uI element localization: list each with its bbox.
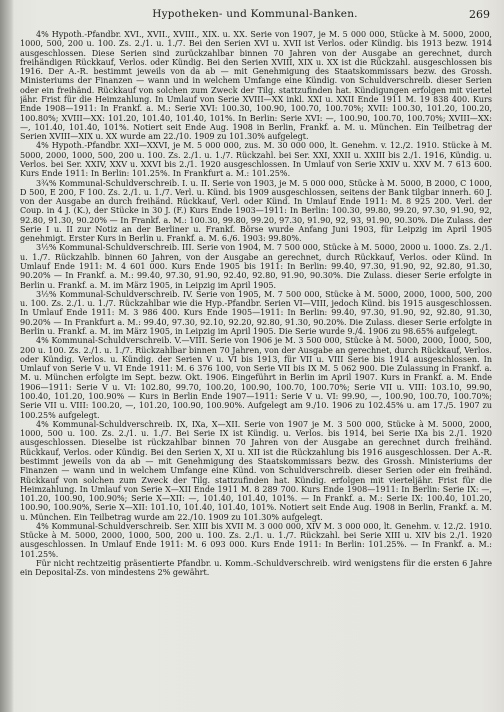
paragraph-kommunal-schuldverschreib-ix-xii: 4% Kommunal-Schuldverschreib. IX, IXa, X—XII. Serie von 1907 je M. 3 500 000, Stücke à M. 5000, 2000, 1000, 500 u. 100. Zs. 2./1. u. 1./7. Bei Serie IX ist Kündig. u. Verlos. bis 1914, bei Serie IXa bis 2./1. 1920 ausgeschlossen. Dieselbe ist rückzahlbar binnen 70 Jahren von der Ausgabe an gerechnet durch freihänd. Rückkauf, Verlos. oder Kündig. Bei den Serien X, XI u. XII ist die Rückzahlung bis 1916 ausgeschlossen. Der A.-R. bestimmt jeweils von da ab — mit Genehmigung des Staatskommissars bezw. des Grossh. Ministeriums der Finanzen — wann und in welchem Umfange eine Künd. von Schuldverschreib. dieser Serien oder ein freihänd. Rückkauf von solchen zum Zweck der Tilg. stattzufinden hat. Kündig. erfolgen mit vierteljähr. Frist für die Heimzahlung. In Umlauf von Serie X—XII Ende 1911 M. 8 289 700. Kurs Ende 1908—1911: In Berlin: Serie IX: —, 101.20, 100.90, 100.90%; Serie X—XII: —, 101.40, 101.40, 101%. — In Frankf. a. M.: Serie IX: 100.40, 101.20, 100.90, 100.90%, Serie X—XII: 101.10, 101.40, 101.40, 101%. Notiert seit Ende Aug. 1908 in Berlin, Frankf. a. M. u. München. Ein Teilbetrag wurde am 22./10. 1909 zu 101.30% aufgelegt. (20, 419, 492, 522)
paragraph-depositenzins-note: Für nicht rechtzeitig präsentierte Pfandbr. u. Komm.-Schuldverschreib. wird wenigstens für die ersten 6 Jahre ein Deposital-Zs. von mindestens 2% gewährt. (20, 559, 492, 578)
paragraph-kommunal-schuldverschreib-xiii-xiv: 4% Kommunal-Schuldverschreib. Ser. XIII bis XVII M. 3 000 000, XIV M. 3 000 000, lt. Genehm. v. 12./2. 1910. Stücke à M. 5000, 2000, 1000, 500, 200 u. 100. Zs. 2./1. u. 1./7. Rückzahl. bei Serie XIII u. XIV bis 2./1. 1920 ausgeschlossen. In Umlauf Ende 1911: M. 6 093 000. Kurs Ende 1911: In Berlin: 101.25%. — In Frankf. a. M.: 101.25%. (20, 521, 492, 559)
paragraph-kommunal-schuldverschreib-iii: 3½% Kommunal-Schuldverschreib. III. Serie von 1904, M. 7 500 000, Stücke à M. 5000, 2000 u. 1000. Zs. 2./1. u. 1./7. Rückzahlb. binnen 60 Jahren, von der Ausgabe an gerechnet, durch Rückkauf, Verlos. oder Künd. In Umlauf Ende 1911: M. 4 601 000. Kurs Ende 1905 bis 1911: In Berlin: 99.40, 97.30, 91.90, 92, 92.80, 91.30, 90.20% — In Frankf. a. M.: 99.40, 97.30, 91.90, 92.40, 92.80, 91.90, 90.30%. Die Zulass. dieser Serie erfolgte in Berlin u. Frankf. a. M. im März 1905, in Leipzig im April 1905. (20, 243, 492, 290)
paragraph-kommunal-schuldverschreib-iv: 3½% Kommunal-Schuldverschreib. IV. Serie von 1905, M. 7 500 000, Stücke à M. 5000, 2000, 1000, 500, 200 u. 100. Zs. 2./1. u. 1./7. Rückzahlbar wie die Hyp.-Pfandbr. Serien VI—VIII, jedoch Künd. bis 1915 ausgeschlossen. In Umlauf Ende 1911: M. 3 986 400. Kurs Ende 1905—1911: In Berlin: 99.40, 97.30, 91.90, 92, 92.80, 91.30, 90.20% — In Frankfurt a. M.: 99.40, 97.30, 92.10, 92.20, 92.80, 91.30, 90.20%. Die Zulass. dieser Serie erfolgte in Berlin u. Frankf. a. M. im März 1905, in Leipzig im April 1905. Die Serie wurde 9./4. 1906 zu 98.65% aufgelegt. (20, 289, 492, 336)
running-header (20, 8, 490, 24)
paragraph-kommunal-schuldverschreib-i-ii: 3¾% Kommunal-Schuldverschreib. I. u. II. Serie von 1903, je M. 5 000 000, Stücke à M. 5000, B 2000, C 1000, D 500, E 200, F 100. Zs. 2./1. u. 1./7. Verl. u. Künd. bis 1909 ausgeschlossen, seitens der Bank tilgbar innerh. 60 J. von der Ausgabe an durch freihänd. Rückkauf, Verl. oder Künd. In Umlauf Ende 1911: M. 8 925 200. Verl. der Coup. in 4 J. (K.), der Stücke in 30 J. (F.) Kurs Ende 1903—1911: In Berlin: 100.30, 99.80, 99.20, 97.30, 91.90, 92, 92.80, 91.30, 90.20% — In Frankf. a. M.: 100.30, 99.80, 99.20, 97.30, 91.90, 92, 93, 91.90, 90.30%. Die Zulass. der Serie I u. II zur Notiz an der Berliner u. Frankf. Börse wurde Anfang Juni 1903, für Leipzig im April 1905 genehmigt. Erster Kurs in Berlin u. Frankf. a. M. 6./6. 1903: 99.80%. (20, 178, 492, 244)
page-body (20, 30, 492, 710)
binding-gutter (0, 0, 14, 712)
paragraph-hypoth-pfandbr-xvi-xx: 4% Hypoth.-Pfandbr. XVI., XVII., XVIII., XIX. u. XX. Serie von 1907, je M. 5 000 000, Stücke à M. 5000, 2000, 1000, 500, 200 u. 100. Zs. 2./1. u. 1./7. Bei den Serien XVI u. XVII ist Verlos. oder Kündig. bis 1913 bezw. 1914 ausgeschlossen. Diese Serien sind zurückzahlbar binnen 70 Jahren von der Ausgabe an gerechnet, durch freihändigen Rückkauf, Verlos. oder Kündig. Bei den Serien XVIII, XIX u. XX ist die Rückzahl. ausgeschlossen bis 1916. Der A.-R. bestimmt jeweils von da ab — mit Genehmigung des Staatskommissars bezw. des Grossh. Ministeriums der Finanzen — wann und in welchem Umfange eine Kündig. von Schuldverschreib. dieser Serien oder ein freihänd. Rückkauf von solchen zum Zweck der Tilg. stattzufinden hat. Kündigungen erfolgen mit viertel jähr. Frist für die Heimzahlung. In Umlauf von Serie XVIII—XX inkl. XXI u. XXII Ende 1911 M. 19 838 400. Kurs Ende 1908—1911: In Frankf. a. M.: Serie XVI: 100.30, 100.90, 100.70, 100.70%; XVII: 100.30, 101.20, 100.20, 100.80%; XVIII—XX: 101.20, 101.40, 101.40, 101%. In Berlin: Serie XVI: —, 100.90, 100.70, 100.70%; XVIII—XX: —, 101.40, 101.40, 101%. Notiert seit Ende Aug. 1908 in Berlin, Frankf. a. M. u. München. Ein Teilbetrag der Serien XVIII—XIX u. XX wurde am 22./10. 1909 zu 101.30% aufgelegt. (20, 30, 492, 142)
page-number: 269 (469, 8, 490, 21)
paragraph-kommunal-schuldverschreib-v-viii: 4% Kommunal-Schuldverschreib. V.—VIII. Serie von 1906 je M. 3 500 000, Stücke à M. 5000, 2000, 1000, 500, 200 u. 100. Zs. 2./1. u. 1./7. Rückzahlbar binnen 70 Jahren, von der Ausgabe an gerechnet, durch Rückkauf, Verlos. oder Kündig. Verlos. u. Kündig. der Serien V u. VI bis 1913, für VII u. VIII Serie bis 1914 ausgeschlossen. In Umlauf von Serie V u. VI Ende 1911: M. 6 376 100, von Serie VII bis IX M. 5 062 900. Die Zulassung in Frankf. a. M. u. München erfolgte im Sept. bezw. Okt. 1906. Eingeführt in Berlin im April 1907. Kurs in Frankf. a. M. Ende 1906—1911: Serie V u. VI: 102.80, 99.70, 100.20, 100.90, 100.70, 100.70%; Serie VII u. VIII: 103.10, 99.90, 100.40, 101.20, 100.90% — Kurs in Berlin Ende 1907—1911: Serie V u. VI: 99.90, —, 100.90, 100.70, 100.70%; Serie VII u. VIII: 100.20, —, 101.20, 100.90, 100.90%. Aufgelegt am 9./10. 1906 zu 102.45% u. am 17./5. 1907 zu 100.25% aufgelegt. (20, 336, 492, 420)
paragraph-hypoth-pfandbr-xxi-xxvi: 4% Hypoth.-Pfandbr. XXI—XXVI, je M. 5 000 000, zus. M. 30 000 000, lt. Genehm. v. 12./2. 1910. Stücke à M. 5000, 2000, 1000, 500, 200 u. 100. Zs. 2./1. u. 1./7. Rückzahl. bei Ser. XXI, XXII u. XXIII bis 2./1. 1916, Kündig. u. Verlos. bei Ser. XXIV, XXV u. XXVI bis 2./1. 1920 ausgeschlossen. In Umlauf von Serie XXIV u. XXV M. 7 613 600. Kurs Ende 1911: In Berlin: 101.25%. In Frankfurt a. M.: 101.25%. (20, 141, 492, 179)
running-title: Hypotheken- und Kommunal-Banken. (152, 8, 358, 20)
